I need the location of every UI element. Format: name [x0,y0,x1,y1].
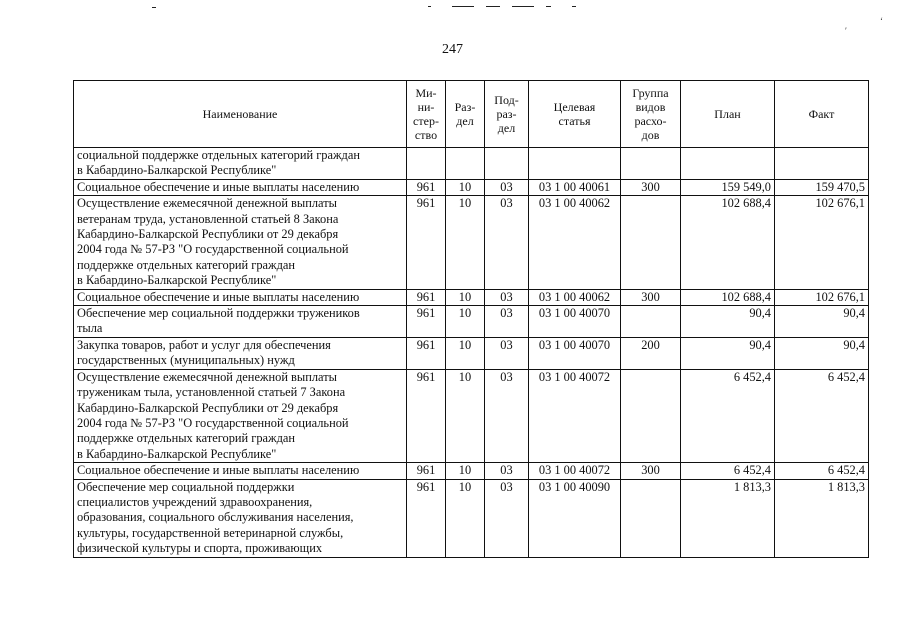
table-row [74,289,869,305]
cell-plan: 1 813,3 [681,479,775,557]
cell-section: 10 [446,479,485,557]
cell-fact: 102 676,1 [775,289,869,305]
cell-expense-group: 200 [621,337,681,369]
cell-fact [775,148,869,180]
cell-subsection: 03 [485,289,529,305]
cell-plan: 6 452,4 [681,369,775,462]
header-target [529,81,621,148]
cell-expense-group: 300 [621,289,681,305]
header-section [446,81,485,148]
header-plan-label: План [714,107,741,121]
cell-ministry [407,148,446,180]
cell-subsection: 03 [485,463,529,479]
cell-subsection: 03 [485,479,529,557]
table-row [74,479,869,557]
scan-artifact-line [572,6,576,7]
scan-artifact-line [486,6,500,7]
cell-subsection: 03 [485,337,529,369]
cell-name: социальной поддержке отдельных категорий граждан в Кабардино-Балкарской Республике" [74,148,407,180]
cell-expense-group [621,306,681,338]
cell-name: Социальное обеспечение и иные выплаты населению [74,179,407,195]
cell-fact: 90,4 [775,337,869,369]
cell-expense-group [621,479,681,557]
header-target-label: Целевая статья [553,100,596,128]
cell-target: 03 1 00 40070 [529,306,621,338]
table-body [74,148,869,558]
header-fact-label: Факт [808,107,835,121]
cell-subsection: 03 [485,179,529,195]
cell-fact: 6 452,4 [775,463,869,479]
cell-ministry: 961 [407,179,446,195]
table-row [74,306,869,338]
cell-plan: 159 549,0 [681,179,775,195]
header-subsection-label: Под- раз- дел [494,93,519,135]
header-fact [775,81,869,148]
cell-target: 03 1 00 40062 [529,196,621,289]
cell-plan: 90,4 [681,306,775,338]
cell-name: Закупка товаров, работ и услуг для обеспечения государственных (муниципальных) нужд [74,337,407,369]
cell-section: 10 [446,196,485,289]
cell-name: Обеспечение мер социальной поддержки тружеников тыла [74,306,407,338]
header-section-label: Раз- дел [454,100,476,128]
cell-section: 10 [446,463,485,479]
scan-artifact-line [428,6,431,7]
cell-plan [681,148,775,180]
cell-plan: 90,4 [681,337,775,369]
table-row [74,337,869,369]
cell-name: Осуществление ежемесячной денежной выплаты труженикам тыла, установленной статьей 7 Закона Кабардино-Балкарской Республики от 29 декабря 2004 года № 57-РЗ "О государственной социальной поддержке отдельных категорий граждан в Кабардино-Балкарской Республике" [74,369,407,462]
table-row [74,196,869,289]
cell-plan: 6 452,4 [681,463,775,479]
cell-fact: 1 813,3 [775,479,869,557]
cell-ministry: 961 [407,479,446,557]
cell-name: Осуществление ежемесячной денежной выплаты ветеранам труда, установленной статьей 8 Закона Кабардино-Балкарской Республики от 29 декабря 2004 года № 57-РЗ "О государственной социальной поддержке отдельных категорий граждан в Кабардино-Балкарской Республике" [74,196,407,289]
header-expense-group [621,81,681,148]
cell-ministry: 961 [407,337,446,369]
cell-expense-group: 300 [621,463,681,479]
cell-target: 03 1 00 40072 [529,463,621,479]
cell-section: 10 [446,179,485,195]
header-subsection [485,81,529,148]
cell-fact: 102 676,1 [775,196,869,289]
header-expense-group-label: Группа видов расхо- дов [632,86,669,142]
cell-name: Обеспечение мер социальной поддержки специалистов учреждений здравоохранения, образования, социального обслуживания населения, культуры, государственной ветеринарной службы, физической культуры и спорта, проживающих [74,479,407,557]
cell-subsection: 03 [485,306,529,338]
cell-subsection: 03 [485,369,529,462]
cell-target: 03 1 00 40070 [529,337,621,369]
cell-name: Социальное обеспечение и иные выплаты населению [74,289,407,305]
scan-artifact-mark: ‘ [880,16,883,26]
cell-target: 03 1 00 40072 [529,369,621,462]
cell-target: 03 1 00 40061 [529,179,621,195]
table-row [74,463,869,479]
header-name [74,81,407,148]
page-number: 247 [442,42,463,57]
table-header-row [74,81,869,148]
table-row [74,148,869,180]
cell-section: 10 [446,306,485,338]
cell-ministry: 961 [407,289,446,305]
budget-table [73,80,869,558]
cell-target: 03 1 00 40062 [529,289,621,305]
cell-ministry: 961 [407,463,446,479]
header-ministry-label: Ми- ни- стер- ство [413,86,439,142]
header-name-label: Наименование [202,107,278,121]
cell-section: 10 [446,337,485,369]
cell-section: 10 [446,289,485,305]
scan-artifact-mark: ′ [845,26,847,36]
cell-section: 10 [446,369,485,462]
cell-ministry: 961 [407,369,446,462]
scan-artifact-line [546,6,551,7]
cell-fact: 6 452,4 [775,369,869,462]
cell-fact: 159 470,5 [775,179,869,195]
cell-subsection: 03 [485,196,529,289]
cell-expense-group [621,148,681,180]
cell-name: Социальное обеспечение и иные выплаты населению [74,463,407,479]
cell-ministry: 961 [407,306,446,338]
cell-expense-group [621,369,681,462]
cell-expense-group [621,196,681,289]
cell-ministry: 961 [407,196,446,289]
scan-artifact-line [152,7,156,8]
table-row [74,369,869,462]
cell-target [529,148,621,180]
cell-section [446,148,485,180]
cell-target: 03 1 00 40090 [529,479,621,557]
header-plan [681,81,775,148]
cell-plan: 102 688,4 [681,289,775,305]
cell-expense-group: 300 [621,179,681,195]
cell-fact: 90,4 [775,306,869,338]
header-ministry [407,81,446,148]
cell-subsection [485,148,529,180]
scan-artifact-line [512,6,534,7]
scan-artifact-line [452,6,474,7]
table-row [74,179,869,195]
cell-plan: 102 688,4 [681,196,775,289]
